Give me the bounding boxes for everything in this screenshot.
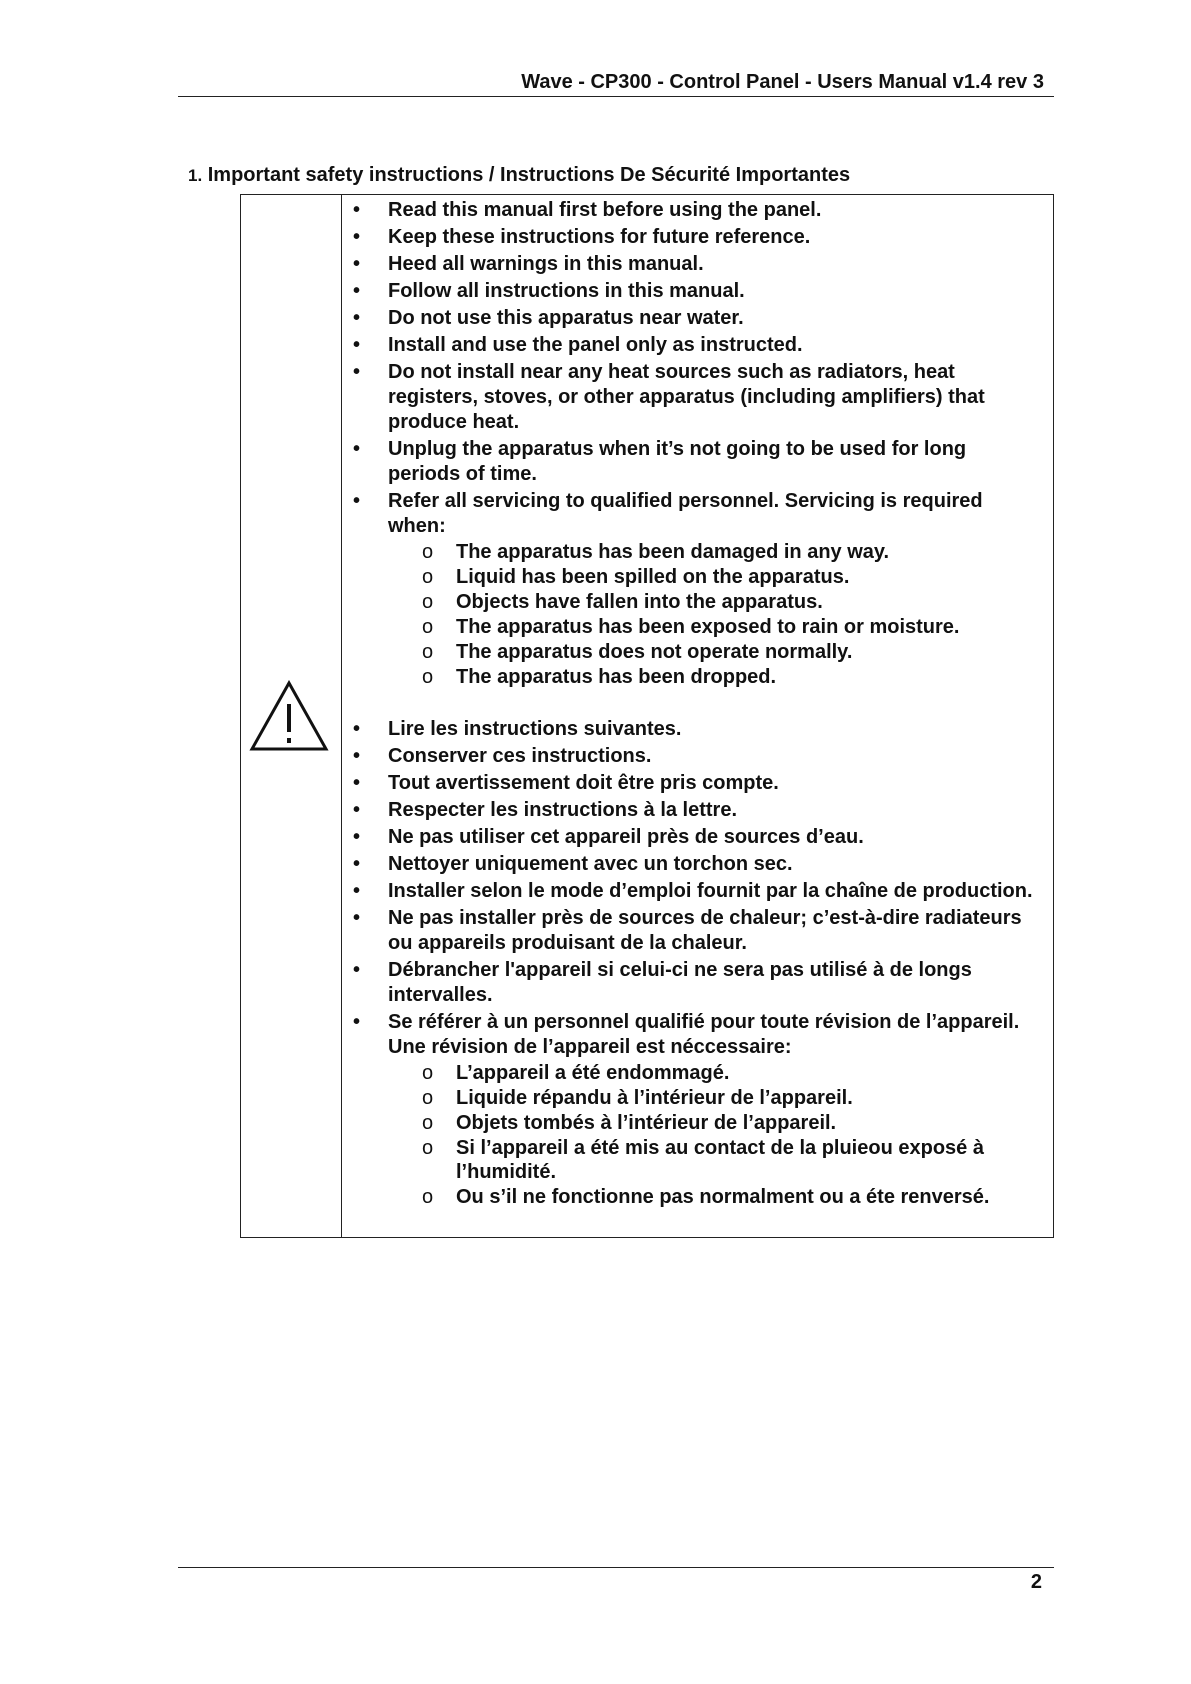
sub-list-item: o Ou s’il ne fonctionne pas normalment ou a éte renversé. bbox=[342, 1185, 1042, 1209]
list-item: • Do not use this apparatus near water. bbox=[342, 306, 1042, 331]
list-item: • Se référer à un personnel qualifié pour toute révision de l’appareil. Une révision de l’appareil est néccessaire: bbox=[342, 1010, 1042, 1060]
list-item: • Nettoyer uniquement avec un torchon sec. bbox=[342, 852, 1042, 877]
french-servicing-conditions bbox=[342, 1061, 1042, 1209]
english-instructions bbox=[342, 198, 1042, 539]
header-title: Wave - CP300 - Control Panel - Users Manual v1.4 rev 3 bbox=[521, 71, 1044, 93]
french-instructions bbox=[342, 717, 1042, 1060]
warning-triangle-icon bbox=[249, 680, 329, 752]
list-item: • Tout avertissement doit être pris compte. bbox=[342, 771, 1042, 796]
section-number: 1. bbox=[188, 166, 203, 185]
sub-list-item: o L’appareil a été endommagé. bbox=[342, 1061, 1042, 1085]
list-item: • Follow all instructions in this manual. bbox=[342, 279, 1042, 304]
list-item: • Read this manual first before using the panel. bbox=[342, 198, 1042, 223]
sub-list-item: o Objets tombés à l’intérieur de l’appareil. bbox=[342, 1111, 1042, 1135]
list-item: • Conserver ces instructions. bbox=[342, 744, 1042, 769]
list-item: • Débrancher l'appareil si celui-ci ne sera pas utilisé à de longs intervalles. bbox=[342, 958, 1042, 1008]
footer-rule bbox=[178, 1567, 1054, 1568]
sub-list-item: o The apparatus has been exposed to rain or moisture. bbox=[342, 615, 1042, 639]
list-item: • Lire les instructions suivantes. bbox=[342, 717, 1042, 742]
list-item: • Keep these instructions for future reference. bbox=[342, 225, 1042, 250]
safety-instructions-table bbox=[240, 194, 1054, 1238]
list-item: • Installer selon le mode d’emploi fournit par la chaîne de production. bbox=[342, 879, 1042, 904]
section-heading bbox=[188, 163, 850, 188]
sub-list-item: o Liquide répandu à l’intérieur de l’appareil. bbox=[342, 1086, 1042, 1110]
section-title: Important safety instructions / Instructions De Sécurité Importantes bbox=[207, 164, 851, 186]
list-item: • Do not install near any heat sources such as radiators, heat registers, stoves, or other apparatus (including amplifiers) that produce heat. bbox=[342, 360, 1042, 435]
page-header bbox=[178, 70, 1054, 97]
list-item: • Heed all warnings in this manual. bbox=[342, 252, 1042, 277]
sub-list-item: o Si l’appareil a été mis au contact de la pluieou exposé à l’humidité. bbox=[342, 1136, 1042, 1184]
list-item: • Respecter les instructions à la lettre. bbox=[342, 798, 1042, 823]
language-spacer bbox=[342, 689, 1042, 715]
sub-list-item: o Liquid has been spilled on the apparatus. bbox=[342, 565, 1042, 589]
sub-list-item: o The apparatus has been dropped. bbox=[342, 665, 1042, 689]
sub-list-item: o Objects have fallen into the apparatus. bbox=[342, 590, 1042, 614]
list-item: • Unplug the apparatus when it’s not going to be used for long periods of time. bbox=[342, 437, 1042, 487]
list-item: • Ne pas installer près de sources de chaleur; c’est-à-dire radiateurs ou appareils produisant de la chaleur. bbox=[342, 906, 1042, 956]
sub-list-item: o The apparatus does not operate normally. bbox=[342, 640, 1042, 664]
instructions-list bbox=[342, 196, 1042, 1209]
sub-list-item: o The apparatus has been damaged in any way. bbox=[342, 540, 1042, 564]
page-number: 2 bbox=[1030, 1571, 1042, 1593]
list-item: • Refer all servicing to qualified personnel. Servicing is required when: bbox=[342, 489, 1042, 539]
english-servicing-conditions bbox=[342, 540, 1042, 689]
list-item: • Install and use the panel only as instructed. bbox=[342, 333, 1042, 358]
list-item: • Ne pas utiliser cet appareil près de sources d’eau. bbox=[342, 825, 1042, 850]
